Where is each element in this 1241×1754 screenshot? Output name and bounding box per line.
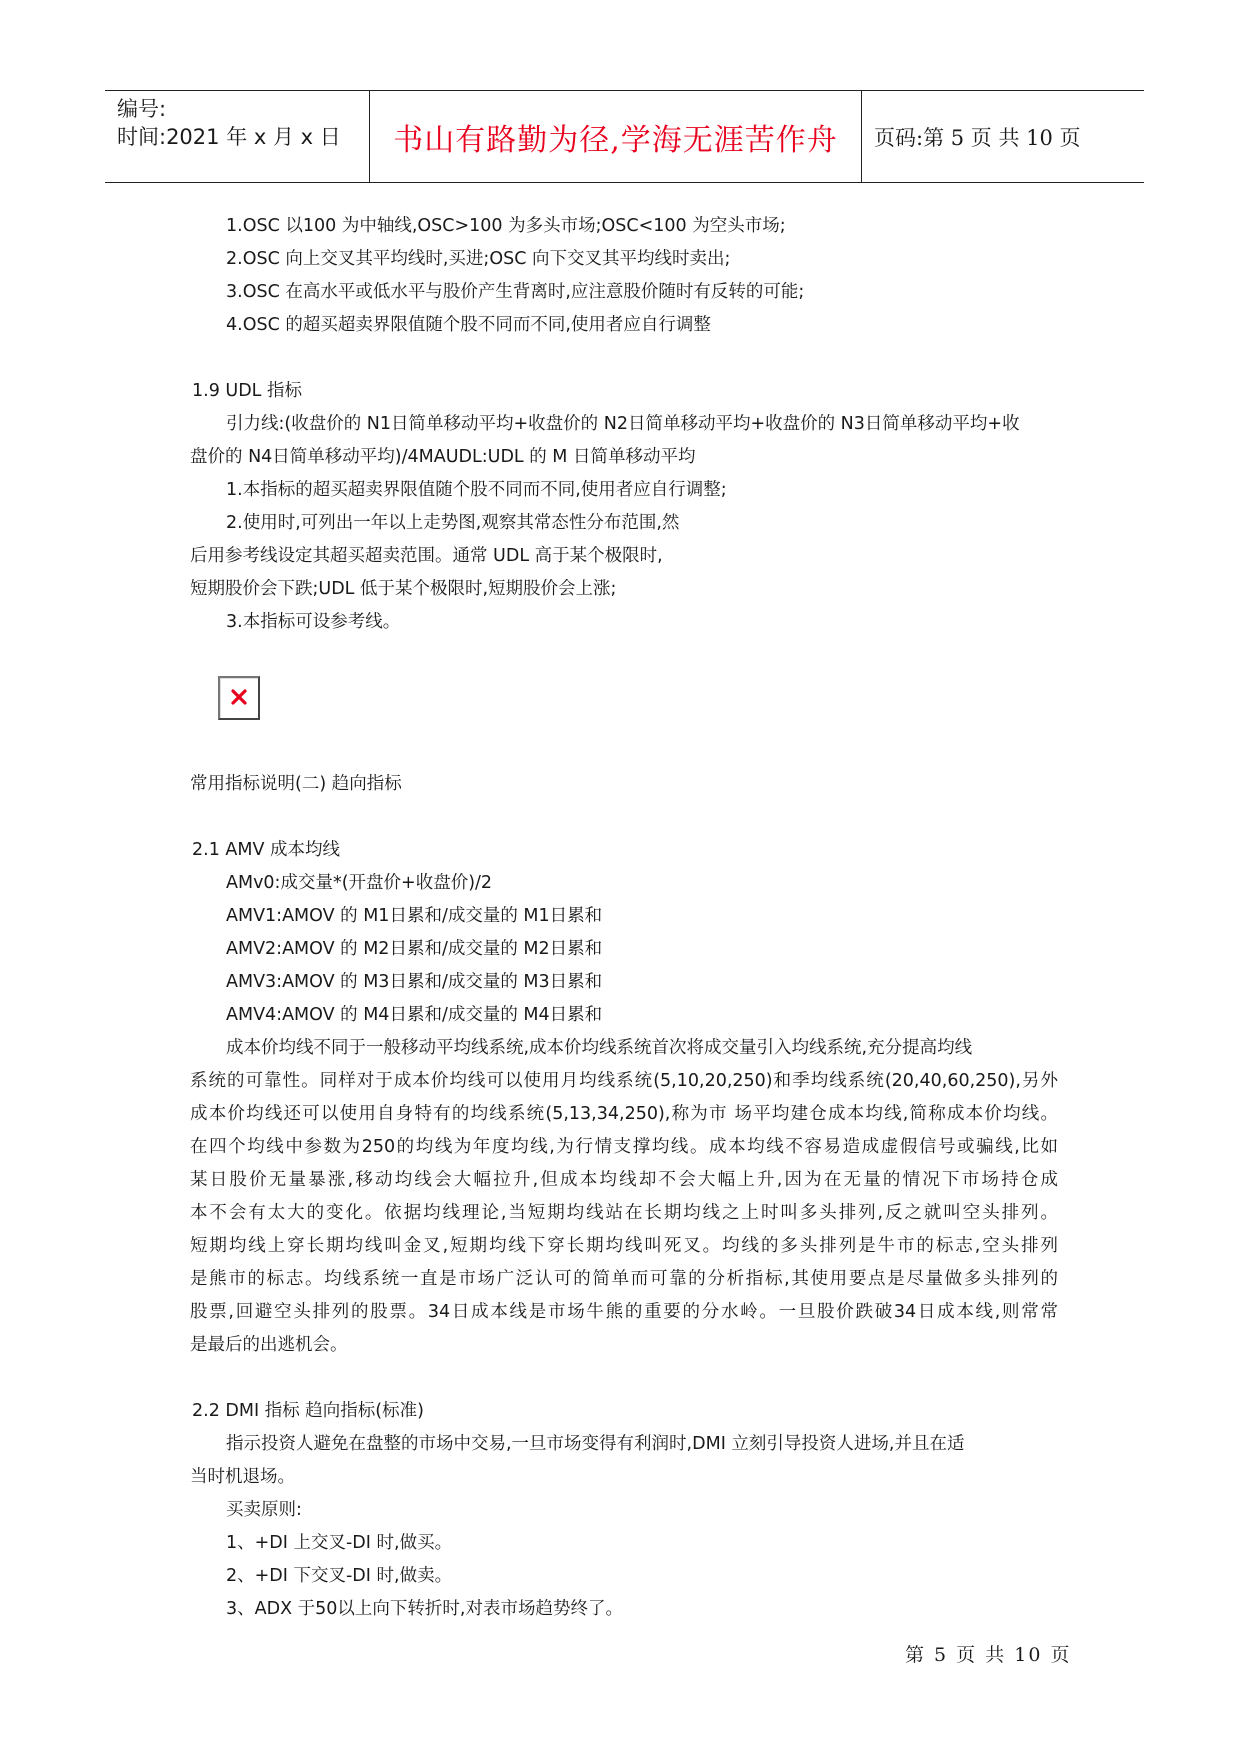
amv-paragraph-line: 是熊市的标志。均线系统一直是市场广泛认可的简单而可靠的分析指标,其使用要点是尽量做多头排列的 (190, 1269, 1058, 1289)
osc-line: 1.OSC 以100 为中轴线,OSC>100 为多头市场;OSC<100 为空头市场; (226, 216, 786, 236)
udl-item: 1.本指标的超买超卖界限值随个股不同而不同,使用者应自行调整; (226, 480, 727, 500)
amv-formula: AMV2:AMOV 的 M2日累和/成交量的 M2日累和 (226, 939, 603, 959)
osc-line: 3.OSC 在高水平或低水平与股价产生背离时,应注意股价随时有反转的可能; (226, 282, 805, 302)
amv-formula: AMv0:成交量*(开盘价+收盘价)/2 (226, 873, 493, 893)
amv-paragraph-line: 在四个均线中参数为250的均线为年度均线,为行情支撑均线。成本均线不容易造成虚假信号或骗线,比如 (190, 1137, 1058, 1157)
udl-heading: 1.9 UDL 指标 (192, 381, 302, 401)
udl-formula-line: 引力线:(收盘价的 N1日简单移动平均+收盘价的 N2日简单移动平均+收盘价的 N3日简单移动平均+收 (226, 414, 1020, 434)
header-motto-cell (370, 91, 862, 182)
header-motto: 书山有路勤为径,学海无涯苦作舟 (393, 122, 838, 158)
udl-item: 短期股价会下跌;UDL 低于某个极限时,短期股价会上涨; (190, 579, 617, 599)
header-page-cell (862, 91, 1144, 182)
amv-paragraph-line: 某日股价无量暴涨,移动均线会大幅拉升,但成本均线却不会大幅上升,因为在无量的情况下市场持仓成 (190, 1170, 1058, 1190)
amv-paragraph-line: 股票,回避空头排列的股票。34日成本线是市场牛熊的重要的分水岭。一旦股价跌破34日成本线,则常常 (190, 1302, 1058, 1322)
udl-formula-line: 盘价的 N4日简单移动平均)/4MAUDL:UDL 的 M 日简单移动平均 (190, 447, 696, 467)
udl-item: 3.本指标可设参考线。 (226, 612, 401, 632)
document-number-label: 编号: (117, 97, 167, 121)
page-footer: 第 5 页 共 10 页 (905, 1644, 1072, 1666)
header-page-number: 页码:第 5 页 共 10 页 (874, 125, 1081, 150)
header-meta-cell (105, 91, 370, 182)
udl-item: 后用参考线设定其超买超卖范围。通常 UDL 高于某个极限时, (190, 546, 663, 566)
amv-paragraph-line: 系统的可靠性。同样对于成本价均线可以使用月均线系统(5,10,20,250)和季均线系统(20,40,60,250),另外 (190, 1071, 1058, 1091)
page-header (105, 90, 1144, 183)
dmi-heading: 2.2 DMI 指标 趋向指标(标准) (192, 1401, 424, 1421)
dmi-rules-label: 买卖原则: (226, 1500, 302, 1520)
amv-paragraph-line: 成本价均线不同于一般移动平均线系统,成本价均线系统首次将成交量引入均线系统,充分提高均线 (226, 1038, 973, 1058)
amv-formula: AMV3:AMOV 的 M3日累和/成交量的 M3日累和 (226, 972, 603, 992)
amv-paragraph-line: 成本价均线还可以使用自身特有的均线系统(5,13,34,250),称为市 场平均建仓成本均线,简称成本价均线。 (190, 1104, 1058, 1124)
dmi-rule: 1、+DI 上交叉-DI 时,做买。 (226, 1533, 453, 1553)
osc-line: 4.OSC 的超买超卖界限值随个股不同而不同,使用者应自行调整 (226, 315, 711, 335)
red-x-icon (230, 688, 248, 706)
amv-formula: AMV4:AMOV 的 M4日累和/成交量的 M4日累和 (226, 1005, 603, 1025)
section-title: 常用指标说明(二) 趋向指标 (190, 774, 402, 794)
amv-paragraph-line: 是最后的出逃机会。 (190, 1335, 348, 1355)
dmi-rule: 2、+DI 下交叉-DI 时,做卖。 (226, 1566, 453, 1586)
document-time-label: 时间:2021 年 x 月 x 日 (117, 125, 341, 149)
amv-paragraph-line: 短期均线上穿长期均线叫金叉,短期均线下穿长期均线叫死叉。均线的多头排列是牛市的标志,空头排列 (190, 1236, 1058, 1256)
amv-paragraph-line: 本不会有太大的变化。依据均线理论,当短期均线站在长期均线之上时叫多头排列,反之就叫空头排列。 (190, 1203, 1058, 1223)
dmi-intro-line: 当时机退场。 (190, 1467, 295, 1487)
amv-formula: AMV1:AMOV 的 M1日累和/成交量的 M1日累和 (226, 906, 603, 926)
udl-item: 2.使用时,可列出一年以上走势图,观察其常态性分布范围,然 (226, 513, 680, 533)
amv-heading: 2.1 AMV 成本均线 (192, 840, 340, 860)
osc-line: 2.OSC 向上交叉其平均线时,买进;OSC 向下交叉其平均线时卖出; (226, 249, 731, 269)
broken-image-icon (218, 676, 260, 720)
dmi-intro-line: 指示投资人避免在盘整的市场中交易,一旦市场变得有利润时,DMI 立刻引导投资人进场,并且在适 (226, 1434, 965, 1454)
dmi-rule: 3、ADX 于50以上向下转折时,对表市场趋势终了。 (226, 1599, 623, 1619)
